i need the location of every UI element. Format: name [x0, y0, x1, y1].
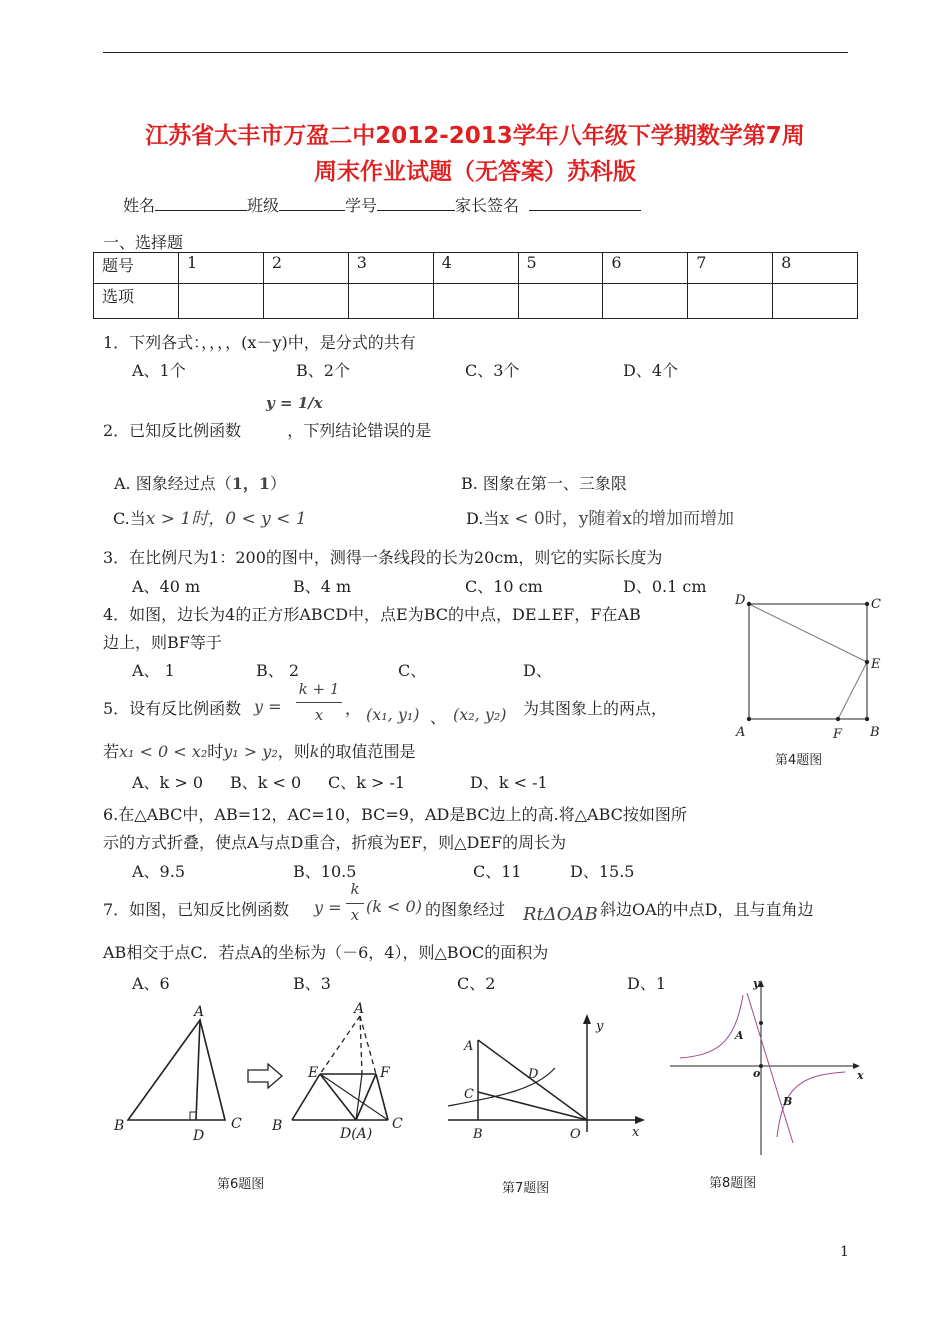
figure-6	[100, 1000, 420, 1200]
fig8-label-y: y	[753, 977, 760, 990]
q3-stem: 3．在比例尺为1：200的图中，测得一条线段的长为20cm，则它的实际长度为	[103, 548, 663, 567]
q7-option-c: C、2	[457, 974, 496, 993]
q7-frac-bar	[346, 903, 364, 904]
q3-option-d: D、0.1 cm	[623, 577, 707, 596]
q5-option-d: D、k < -1	[470, 773, 548, 792]
q4-line-1: 4．如图，边长为4的正方形ABCD中，点E为BC的中点，DE⊥EF，F在AB	[103, 605, 641, 624]
number-cell: 4	[433, 253, 518, 284]
q5-l2-c: ，则	[277, 742, 310, 761]
fig6-label-a2: A	[354, 1001, 365, 1017]
fig6-dash-ad	[360, 1016, 362, 1074]
q5-line-2: 若x₁ < 0 < x₂时y₁ > y₂，则k的取值范围是	[103, 742, 416, 761]
fig8-caption: 第8题图	[709, 1176, 757, 1191]
fig4-point-e	[865, 660, 869, 664]
answer-cell[interactable]	[773, 284, 858, 319]
q5-y-equals: y =	[254, 697, 282, 716]
fig8-label-a: A	[735, 1029, 744, 1042]
fig4-point-c	[865, 602, 869, 606]
number-cell: 6	[603, 253, 688, 284]
q5-l2-b: 时	[207, 742, 224, 761]
q5-option-c: C、k > -1	[328, 773, 406, 792]
fig6-caption: 第6题图	[217, 1177, 265, 1192]
q7-option-a: A、6	[132, 974, 170, 993]
fig6-label-b2: B	[272, 1118, 283, 1134]
fig6-label-b1: B	[114, 1118, 125, 1134]
fig7-y-arrow	[583, 1014, 591, 1024]
row-label-option: 选项	[94, 284, 179, 319]
answer-cell[interactable]	[348, 284, 433, 319]
q5-option-a: A、k > 0	[132, 773, 204, 792]
fig4-label-b: B	[870, 725, 880, 740]
fig6-arrow	[248, 1064, 282, 1088]
id-blank[interactable]	[377, 194, 455, 211]
fig6-label-e: E	[308, 1065, 319, 1081]
answer-cell[interactable]	[263, 284, 348, 319]
fig4-point-f	[836, 717, 840, 721]
fig6-label-d1: D	[193, 1128, 205, 1144]
answer-table-row-numbers	[94, 253, 858, 284]
q6-option-a: A、9.5	[132, 862, 186, 881]
q1-option-b: B、2个	[296, 361, 350, 380]
figure-7	[440, 1010, 650, 1200]
fig7-x-arrow	[635, 1116, 645, 1124]
fig7-label-c: C	[464, 1087, 474, 1102]
q5-frac-den: x	[314, 706, 324, 724]
q2-opt-c-math: x > 1时，0 < y < 1	[145, 509, 307, 529]
q7-frac-den: x	[350, 906, 360, 924]
q5-cond-1: x₁ < 0 < x₂	[119, 742, 208, 761]
fig6-line-ed	[320, 1074, 356, 1120]
fig6-label-f: F	[380, 1065, 390, 1081]
fig7-label-y: y	[596, 1019, 604, 1034]
q5-stem-a: 5．设有反比例函数	[103, 699, 242, 718]
fig8-point-y	[759, 1021, 763, 1025]
q2-stem-b: ，下列结论错误的是	[287, 421, 432, 440]
number-cell: 2	[263, 253, 348, 284]
q2-option-a	[114, 471, 286, 494]
q7-option-d: D、1	[627, 974, 667, 993]
q1-option-d: D、4个	[623, 361, 679, 380]
answer-cell[interactable]	[179, 284, 264, 319]
q7-stem-a: 7．如图，已知反比例函数	[103, 900, 290, 919]
q7-y-equals: y =	[314, 898, 342, 917]
fig6-left-altitude	[196, 1020, 200, 1120]
q7-option-b: B、3	[293, 974, 331, 993]
q7-triangle: RtΔOAB	[523, 904, 598, 925]
number-cell: 8	[773, 253, 858, 284]
fig8-label-x: x	[857, 1069, 864, 1082]
name-blank[interactable]	[155, 194, 247, 211]
q5-point-2: (x₂, y₂)	[453, 705, 507, 724]
q4-line-2: 边上，则BF等于	[103, 633, 222, 652]
info-line	[123, 193, 641, 216]
answer-table-row-options	[94, 284, 858, 319]
q3-option-c: C、10 cm	[465, 577, 543, 596]
number-cell: 7	[688, 253, 773, 284]
fig4-label-e: E	[871, 657, 881, 672]
q5-cond-2: y₁ > y₂	[223, 742, 278, 761]
fig6-dash-ae	[320, 1016, 360, 1074]
info-parent-label: 家长签名	[455, 196, 520, 215]
q1-option-a: A、1个	[132, 361, 186, 380]
fig6-label-c2: C	[392, 1116, 403, 1132]
q5-l2-a: 若	[103, 742, 120, 761]
q4-option-b: B、 2	[256, 661, 300, 680]
fig4-label-f: F	[833, 727, 843, 742]
q4-option-c: C、	[398, 661, 427, 680]
q4-option-d: D、	[523, 661, 552, 680]
fig4-point-d	[747, 602, 751, 606]
q2-option-b: B. 图象在第一、三象限	[461, 474, 627, 493]
q3-option-b: B、4 m	[293, 577, 352, 596]
figure-8	[665, 975, 870, 1195]
q2-stem	[103, 418, 431, 441]
q7-frac-num: k	[350, 880, 360, 898]
class-blank[interactable]	[279, 194, 345, 211]
section-title: 一、选择题	[103, 233, 184, 252]
q4-option-a: A、 1	[132, 661, 175, 680]
q5-point-1: (x₁, y₁)	[366, 705, 420, 724]
fig6-label-a1: A	[194, 1004, 205, 1020]
q6-option-d: D、15.5	[570, 862, 635, 881]
q6-option-b: B、10.5	[293, 862, 357, 881]
fig6-label-da: D(A)	[340, 1126, 373, 1142]
fig7-label-a: A	[464, 1039, 474, 1054]
q5-sep: 、	[430, 708, 447, 727]
number-cell: 5	[518, 253, 603, 284]
q7-line-2: AB相交于点C．若点A的坐标为（－6，4），则△BOC的面积为	[103, 943, 549, 962]
answer-cell[interactable]	[688, 284, 773, 319]
answer-table	[93, 252, 858, 319]
fig6-right-angle	[190, 1112, 196, 1120]
info-name-label: 姓名	[123, 196, 156, 215]
q5-comma: ，	[345, 699, 362, 718]
q1-stem: 1．下列各式：，，，，(x－y)中，是分式的共有	[103, 333, 416, 352]
fig4-point-a	[747, 717, 751, 721]
q2-opt-d-math: x < 0时，y随着x的增加而增加	[499, 509, 735, 529]
q7-stem-c: 斜边OA的中点D，且与直角边	[600, 900, 814, 919]
fig8-curve-1	[680, 995, 743, 1058]
fig7-label-b: B	[473, 1127, 483, 1142]
q2-opt-d-text: D.当	[466, 509, 500, 528]
fig6-dash-af	[360, 1016, 376, 1074]
answer-cell[interactable]	[518, 284, 603, 319]
parent-sign-blank[interactable]	[529, 194, 641, 211]
fig6-left-triangle	[128, 1020, 225, 1120]
fig4-square	[749, 604, 867, 719]
q5-option-b: B、k < 0	[230, 773, 302, 792]
row-label-number: 题号	[94, 253, 179, 284]
q7-cond: (k < 0)	[366, 897, 422, 916]
title-line-2: 周末作业试题（无答案）苏科版	[314, 159, 636, 185]
q5-frac-bar	[296, 702, 342, 703]
fig4-label-d: D	[735, 593, 746, 608]
q2-option-d	[466, 504, 734, 529]
q2-formula: y = 1/x	[266, 394, 323, 412]
fig8-label-b: B	[783, 1095, 793, 1108]
q5-stem-b: 为其图象上的两点，	[523, 699, 668, 718]
info-id-label: 学号	[345, 196, 378, 215]
fig4-line-de	[749, 604, 867, 662]
q2-opt-a-point: 1，1	[231, 474, 271, 493]
fig7-label-d: D	[528, 1067, 539, 1082]
fig7-label-x: x	[632, 1125, 640, 1140]
q6-option-c: C、11	[473, 862, 522, 881]
page-number: 1	[840, 1244, 849, 1260]
number-cell: 1	[179, 253, 264, 284]
fig4-line-ef	[838, 662, 867, 719]
fig4-caption: 第4题图	[775, 753, 823, 768]
fig6-label-c1: C	[231, 1116, 242, 1132]
fig4-point-b	[865, 717, 869, 721]
q1-option-c: C、3个	[465, 361, 520, 380]
fig8-label-o: o	[753, 1067, 761, 1080]
fig4-label-c: C	[871, 597, 881, 612]
answer-cell[interactable]	[603, 284, 688, 319]
number-cell: 3	[348, 253, 433, 284]
q2-opt-a-text: A. 图象经过点（	[114, 474, 232, 493]
q7-stem-b: 的图象经过	[425, 900, 506, 919]
figure-4	[730, 590, 890, 770]
fig7-label-o: O	[570, 1127, 581, 1142]
q5-frac-num: k + 1	[298, 680, 340, 698]
q6-line-1: 6.在△ABC中，AB=12，AC=10，BC=9，AD是BC边上的高.将△ABC按如图所	[103, 805, 687, 824]
info-class-label: 班级	[247, 196, 280, 215]
q5-l2-d: 的取值范围是	[319, 742, 416, 761]
title-line-1: 江苏省大丰市万盈二中2012-2013学年八年级下学期数学第7周	[145, 123, 805, 149]
q2-option-c	[113, 504, 307, 529]
q2-opt-a-close: ）	[270, 474, 287, 493]
q2-opt-c-text: C.当	[113, 509, 146, 528]
header-rule	[103, 52, 848, 53]
fig7-caption: 第7题图	[502, 1181, 550, 1196]
q2-stem-a: 2．已知反比例函数	[103, 421, 242, 440]
answer-cell[interactable]	[433, 284, 518, 319]
q3-option-a: A、40 m	[132, 577, 201, 596]
q6-line-2: 示的方式折叠，使点A与点D重合，折痕为EF，则△DEF的周长为	[103, 833, 567, 852]
fig4-label-a: A	[736, 725, 746, 740]
